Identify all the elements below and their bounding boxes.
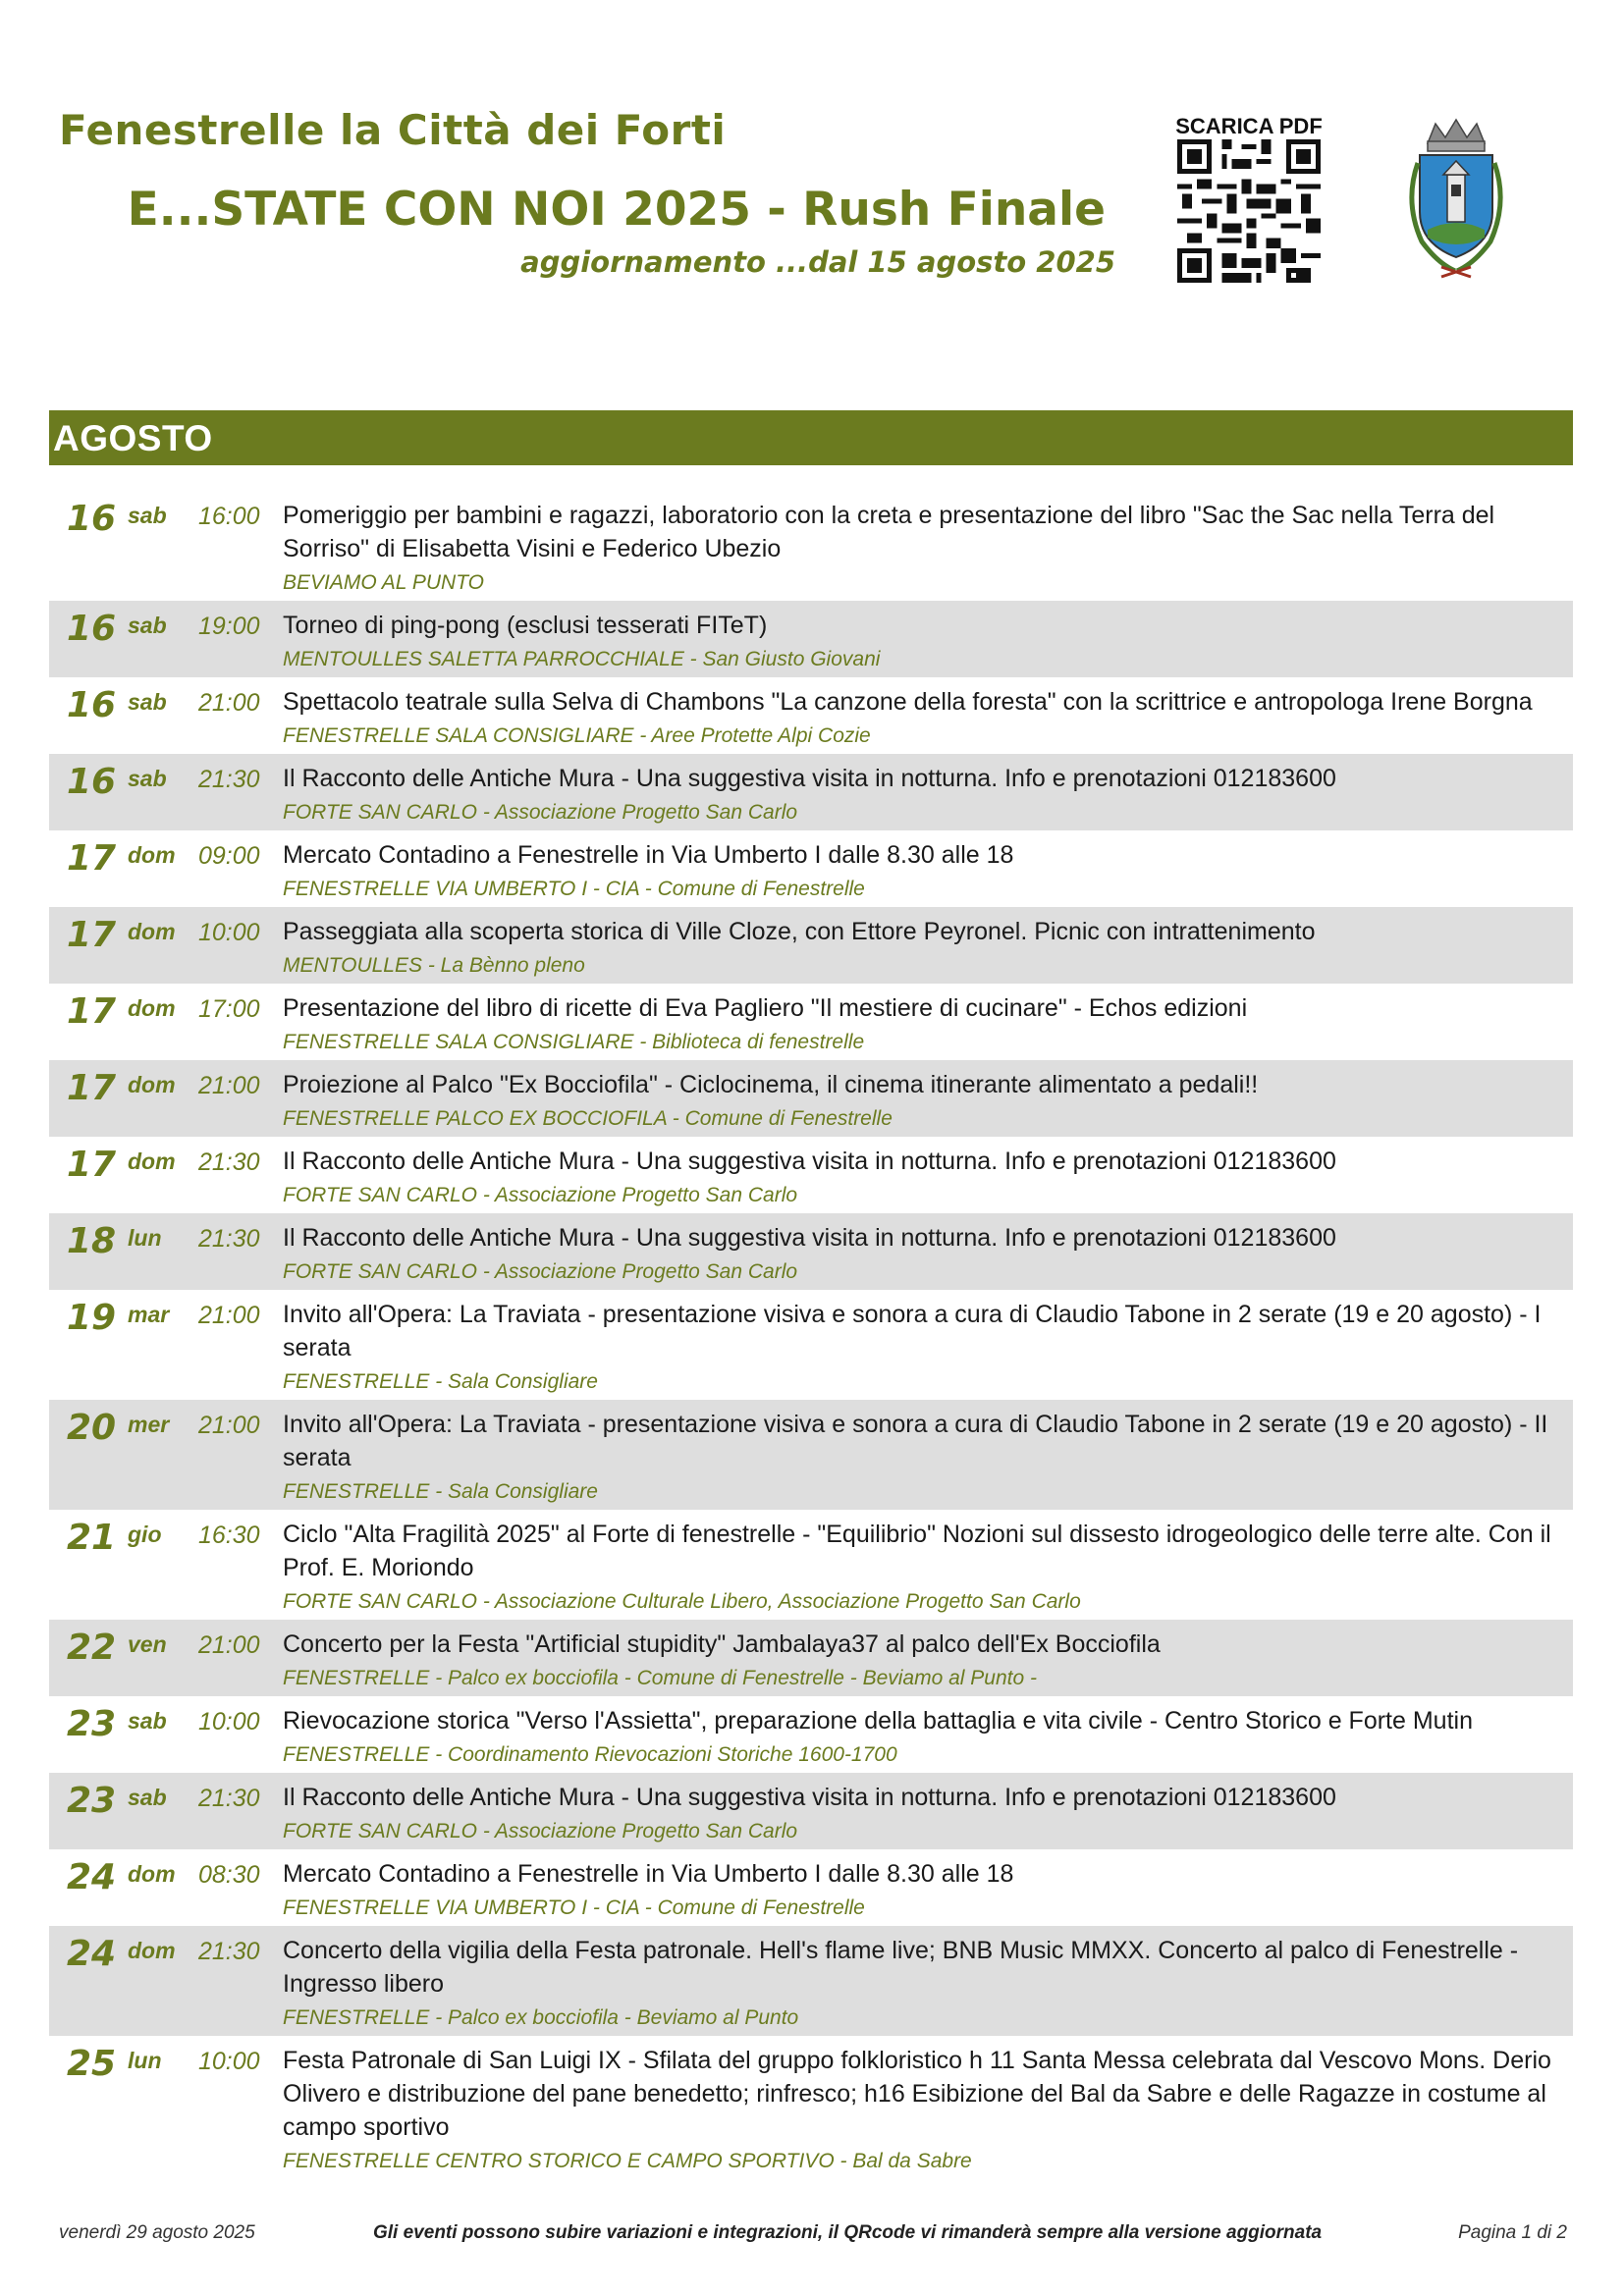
event-description: Rievocazione storica "Verso l'Assietta", preparazione della battaglia e vita civile - Centro Storico e Forte Mutin — [283, 1707, 1473, 1735]
event-row — [49, 491, 1573, 601]
event-day: 16 — [67, 762, 117, 802]
event-day: 17 — [67, 991, 117, 1032]
event-description: Mercato Contadino a Fenestrelle in Via Umberto I dalle 8.30 alle 18 — [283, 841, 1014, 869]
event-weekday: dom — [128, 1938, 176, 1963]
event-day: 17 — [67, 1068, 117, 1108]
event-description: Il Racconto delle Antiche Mura - Una suggestiva visita in notturna. Info e prenotazioni 012183600 — [283, 1224, 1336, 1252]
page-number: Pagina 1 di 2 — [1458, 2222, 1567, 2243]
event-location: FENESTRELLE CENTRO STORICO E CAMPO SPORTIVO - Bal da Sabre — [283, 2150, 972, 2172]
update-note: aggiornamento ...dal 15 agosto 2025 — [520, 245, 1115, 279]
event-day: 18 — [67, 1221, 117, 1261]
event-description: Invito all'Opera: La Traviata - presentazione visiva e sonora a cura di Claudio Tabone in 2 serate (19 e 20 agosto) - II serata — [283, 1411, 1548, 1471]
event-time: 21:00 — [198, 1072, 260, 1099]
event-location: FENESTRELLE SALA CONSIGLIARE - Biblioteca di fenestrelle — [283, 1031, 865, 1053]
event-time: 21:30 — [198, 1938, 260, 1965]
event-weekday: sab — [128, 503, 167, 528]
event-row — [49, 984, 1573, 1060]
event-row — [49, 1620, 1573, 1696]
event-day: 25 — [67, 2044, 117, 2084]
qr-label: SCARICA PDF — [1175, 114, 1323, 138]
event-time: 16:30 — [198, 1522, 260, 1549]
event-location: FORTE SAN CARLO - Associazione Progetto San Carlo — [283, 1260, 798, 1283]
event-description: Concerto per la Festa "Artificial stupidity" Jambalaya37 al palco dell'Ex Bocciofila — [283, 1630, 1161, 1658]
page-subtitle: E...STATE CON NOI 2025 - Rush Finale — [127, 183, 1106, 237]
event-day: 20 — [67, 1408, 117, 1448]
event-description: Passeggiata alla scoperta storica di Ville Cloze, con Ettore Peyronel. Picnic con intrattenimento — [283, 918, 1316, 945]
municipal-crest-icon — [1398, 114, 1514, 279]
event-row — [49, 1510, 1573, 1620]
event-location: FORTE SAN CARLO - Associazione Progetto San Carlo — [283, 801, 798, 824]
event-weekday: sab — [128, 689, 167, 715]
event-day: 16 — [67, 609, 117, 649]
event-location: FENESTRELLE - Palco ex bocciofila - Comune di Fenestrelle - Beviamo al Punto - — [283, 1667, 1037, 1689]
event-row — [49, 1696, 1573, 1773]
event-day: 24 — [67, 1934, 117, 1974]
event-day: 24 — [67, 1857, 117, 1897]
event-row — [49, 1926, 1573, 2036]
event-location: FORTE SAN CARLO - Associazione Culturale Libero, Associazione Progetto San Carlo — [283, 1590, 1081, 1613]
event-description: Spettacolo teatrale sulla Selva di Chambons "La canzone della foresta" con la scrittrice e antropologa Irene Borgna — [283, 688, 1533, 716]
event-row — [49, 1060, 1573, 1137]
event-weekday: mer — [128, 1412, 170, 1437]
event-day: 22 — [67, 1628, 117, 1668]
event-location: FENESTRELLE - Sala Consigliare — [283, 1370, 598, 1393]
event-day: 17 — [67, 838, 117, 879]
event-time: 21:00 — [198, 1412, 260, 1439]
event-row — [49, 1213, 1573, 1290]
event-location: FENESTRELLE VIA UMBERTO I - CIA - Comune di Fenestrelle — [283, 1896, 865, 1919]
event-day: 23 — [67, 1781, 117, 1821]
event-weekday: sab — [128, 766, 167, 791]
event-weekday: mar — [128, 1302, 170, 1327]
event-time: 21:00 — [198, 1302, 260, 1329]
event-location: FENESTRELLE VIA UMBERTO I - CIA - Comune di Fenestrelle — [283, 878, 865, 900]
event-description: Concerto della vigilia della Festa patronale. Hell's flame live; BNB Music MMXX. Concerto al palco di Fenestrelle - Ingresso libero — [283, 1937, 1519, 1998]
event-location: FENESTRELLE - Palco ex bocciofila - Beviamo al Punto — [283, 2006, 799, 2029]
event-row — [49, 1849, 1573, 1926]
event-list — [49, 491, 1573, 2179]
event-time: 21:30 — [198, 766, 260, 793]
event-description: Il Racconto delle Antiche Mura - Una suggestiva visita in notturna. Info e prenotazioni 012183600 — [283, 1784, 1336, 1811]
page-title: Fenestrelle la Città dei Forti — [59, 106, 727, 154]
event-location: FORTE SAN CARLO - Associazione Progetto San Carlo — [283, 1820, 798, 1842]
qr-code-icon[interactable] — [1174, 139, 1324, 283]
event-day: 23 — [67, 1704, 117, 1744]
event-row — [49, 754, 1573, 830]
event-weekday: dom — [128, 995, 176, 1021]
event-time: 19:00 — [198, 613, 260, 640]
event-description: Torneo di ping-pong (esclusi tesserati FITeT) — [283, 612, 768, 639]
footer-date: venerdì 29 agosto 2025 — [59, 2222, 255, 2243]
event-day: 16 — [67, 499, 117, 539]
event-description: Invito all'Opera: La Traviata - presentazione visiva e sonora a cura di Claudio Tabone in 2 serate (19 e 20 agosto) - I serata — [283, 1301, 1542, 1362]
event-row — [49, 601, 1573, 677]
event-description: Pomeriggio per bambini e ragazzi, laboratorio con la creta e presentazione del libro "Sac the Sac nella Terra del Sorriso" di Elisabetta Visini e Federico Ubezio — [283, 502, 1495, 562]
event-time: 09:00 — [198, 842, 260, 870]
footer-note: Gli eventi possono subire variazioni e integrazioni, il QRcode vi rimanderà sempre alla versione aggiornata — [373, 2222, 1323, 2243]
event-weekday: dom — [128, 1148, 176, 1174]
event-location: BEVIAMO AL PUNTO — [283, 571, 485, 594]
event-time: 21:00 — [198, 1631, 260, 1659]
event-day: 17 — [67, 1145, 117, 1185]
event-location: FENESTRELLE PALCO EX BOCCIOFILA - Comune di Fenestrelle — [283, 1107, 893, 1130]
event-location: FENESTRELLE - Coordinamento Rievocazioni Storiche 1600-1700 — [283, 1743, 897, 1766]
event-time: 10:00 — [198, 919, 260, 946]
event-time: 16:00 — [198, 503, 260, 530]
event-description: Ciclo "Alta Fragilità 2025" al Forte di fenestrelle - "Equilibrio" Nozioni sul dissesto idrogeologico delle terre alte. Con il Prof. E. Moriondo — [283, 1521, 1551, 1581]
event-row — [49, 830, 1573, 907]
event-time: 21:30 — [198, 1225, 260, 1253]
event-row — [49, 2036, 1573, 2179]
event-row — [49, 1400, 1573, 1510]
event-row — [49, 1290, 1573, 1400]
event-day: 19 — [67, 1298, 117, 1338]
event-time: 21:00 — [198, 689, 260, 717]
event-location: FENESTRELLE SALA CONSIGLIARE - Aree Protette Alpi Cozie — [283, 724, 871, 747]
event-location: FENESTRELLE - Sala Consigliare — [283, 1480, 598, 1503]
event-time: 17:00 — [198, 995, 260, 1023]
event-description: Proiezione al Palco "Ex Bocciofila" - Ciclocinema, il cinema itinerante alimentato a pedali!! — [283, 1071, 1259, 1098]
event-weekday: sab — [128, 1708, 167, 1734]
event-time: 21:30 — [198, 1148, 260, 1176]
event-location: FORTE SAN CARLO - Associazione Progetto San Carlo — [283, 1184, 798, 1206]
event-weekday: dom — [128, 1861, 176, 1887]
month-header — [49, 410, 1573, 465]
event-weekday: dom — [128, 919, 176, 944]
event-row — [49, 1773, 1573, 1849]
event-weekday: dom — [128, 842, 176, 868]
event-time: 10:00 — [198, 2048, 260, 2075]
event-weekday: gio — [128, 1522, 162, 1547]
event-time: 08:30 — [198, 1861, 260, 1889]
event-time: 21:30 — [198, 1785, 260, 1812]
event-description: Il Racconto delle Antiche Mura - Una suggestiva visita in notturna. Info e prenotazioni 012183600 — [283, 765, 1336, 792]
event-day: 17 — [67, 915, 117, 955]
event-weekday: sab — [128, 1785, 167, 1810]
event-day: 16 — [67, 685, 117, 725]
month-label: AGOSTO — [53, 418, 213, 458]
event-description: Presentazione del libro di ricette di Eva Pagliero "Il mestiere di cucinare" - Echos edizioni — [283, 994, 1248, 1022]
event-row — [49, 677, 1573, 754]
event-weekday: sab — [128, 613, 167, 638]
event-row — [49, 1137, 1573, 1213]
event-day: 21 — [67, 1518, 117, 1558]
event-time: 10:00 — [198, 1708, 260, 1735]
event-weekday: lun — [128, 2048, 162, 2073]
event-weekday: lun — [128, 1225, 162, 1251]
event-location: MENTOULLES - La Bènno pleno — [283, 954, 585, 977]
event-description: Mercato Contadino a Fenestrelle in Via Umberto I dalle 8.30 alle 18 — [283, 1860, 1014, 1888]
event-description: Festa Patronale di San Luigi IX - Sfilata del gruppo folkloristico h 11 Santa Messa celebrata dal Vescovo Mons. Derio Olivero e distribuzione del pane benedetto; rinfresco; h16 Esibizione del Bal da Sabre e delle Ragazze in costume al campo sportivo — [283, 2047, 1551, 2141]
event-weekday: dom — [128, 1072, 176, 1097]
event-row — [49, 907, 1573, 984]
event-location: MENTOULLES SALETTA PARROCCHIALE - San Giusto Giovani — [283, 648, 881, 670]
event-description: Il Racconto delle Antiche Mura - Una suggestiva visita in notturna. Info e prenotazioni 012183600 — [283, 1148, 1336, 1175]
event-weekday: ven — [128, 1631, 167, 1657]
